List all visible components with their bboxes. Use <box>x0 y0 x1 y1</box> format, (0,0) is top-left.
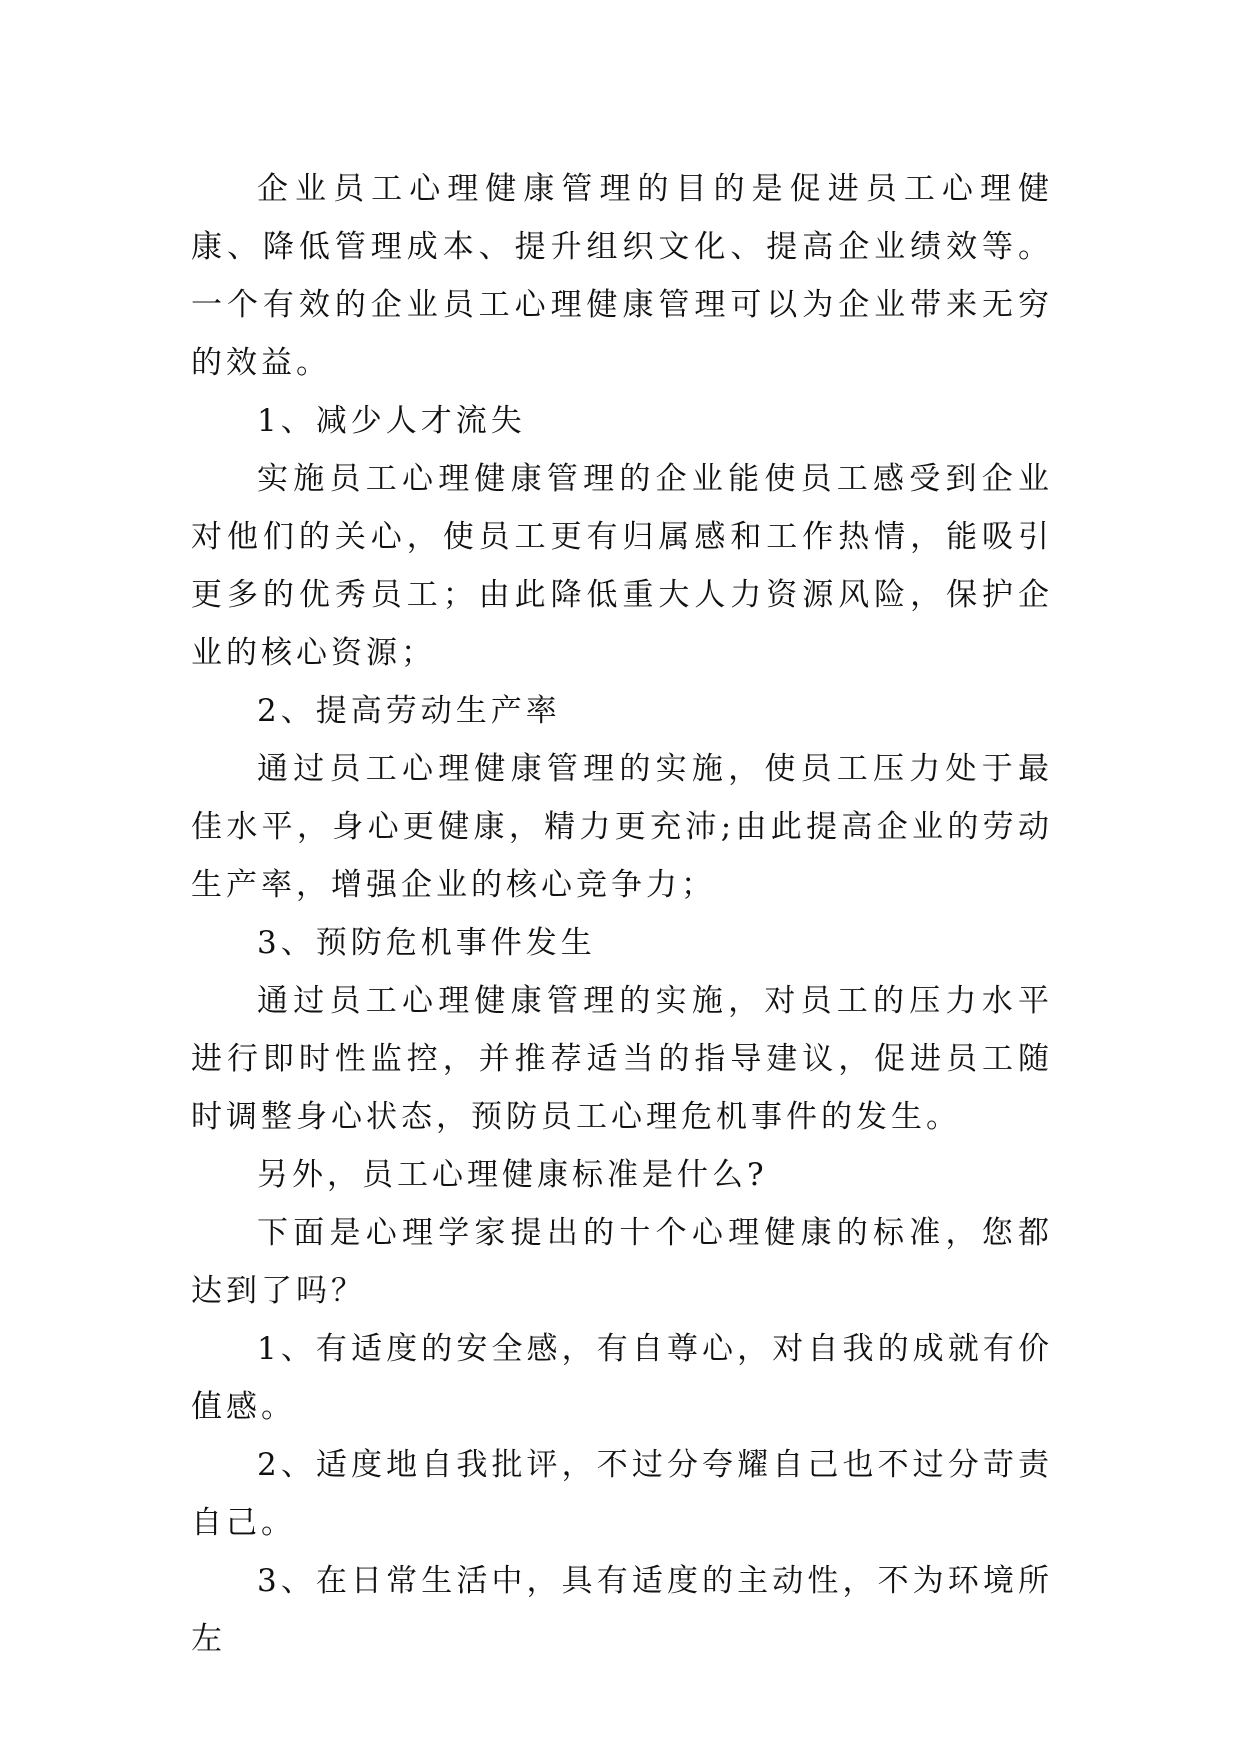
paragraph-standards-question: 另外，员工心理健康标准是什么? <box>257 1157 768 1193</box>
heading-reduce-talent-loss: 1、减少人才流失 <box>257 403 526 439</box>
document-body <box>191 160 1053 1668</box>
list-item-standard-1: 1、有适度的安全感，有自尊心，对自我的成就有价值感。 <box>191 1331 1053 1425</box>
heading-crisis-prevention: 3、预防危机事件发生 <box>257 925 596 961</box>
intro-paragraph: 企业员工心理健康管理的目的是促进员工心理健康、降低管理成本、提升组织文化、提高企业绩效等。一个有效的企业员工心理健康管理可以为企业带来无穷的效益。 <box>191 171 1053 381</box>
paragraph-talent-loss: 实施员工心理健康管理的企业能使员工感受到企业对他们的关心，使员工更有归属感和工作热情，能吸引更多的优秀员工；由此降低重大人力资源风险，保护企业的核心资源； <box>191 461 1053 671</box>
list-item-standard-2: 2、适度地自我批评，不过分夸耀自己也不过分苛责自己。 <box>191 1447 1053 1541</box>
paragraph-productivity: 通过员工心理健康管理的实施，使员工压力处于最佳水平，身心更健康，精力更充沛;由此提高企业的劳动生产率，增强企业的核心竞争力； <box>191 751 1053 903</box>
heading-productivity: 2、提高劳动生产率 <box>257 693 561 729</box>
paragraph-standards-intro: 下面是心理学家提出的十个心理健康的标准，您都达到了吗？ <box>191 1215 1053 1309</box>
list-item-standard-3: 3、在日常生活中，具有适度的主动性，不为环境所左 <box>191 1563 1053 1657</box>
paragraph-crisis-prevention: 通过员工心理健康管理的实施，对员工的压力水平进行即时性监控，并推荐适当的指导建议，促进员工随时调整身心状态，预防员工心理危机事件的发生。 <box>191 983 1053 1135</box>
